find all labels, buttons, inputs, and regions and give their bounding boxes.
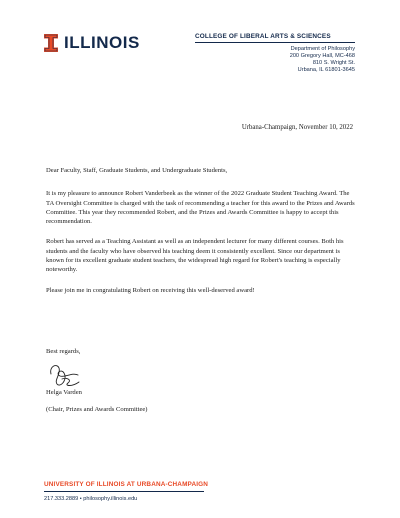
letter-body [46, 166, 356, 306]
body-paragraph: Please join me in congratulating Robert on receiving this well-deserved award! [46, 286, 255, 294]
address-line: 810 S. Wright St. [312, 59, 355, 66]
handwritten-signature-icon [48, 360, 82, 390]
illinois-logo [44, 34, 140, 52]
closing: Best regards, [46, 348, 81, 355]
signer-title: (Chair, Prizes and Awards Committee) [46, 406, 148, 413]
address-line: Urbana, IL 61801-3645 [297, 66, 355, 73]
footer-university: UNIVERSITY OF ILLINOIS AT URBANA-CHAMPAIGN [44, 481, 209, 488]
footer-divider [44, 491, 204, 492]
college-name: COLLEGE OF LIBERAL ARTS & SCIENCES [195, 33, 331, 40]
logo-wordmark: ILLINOIS [64, 33, 140, 52]
letter-footer [44, 481, 208, 502]
body-paragraph: Robert has served as a Teaching Assistant as well as an independent lecturer for many different courses. Both his students and the faculty who have observed his teaching deem it consistently excellent. Since our department is known for its excellent graduate student teachers, the widespread high regard for Robert's teaching is especially noteworthy. [46, 238, 344, 274]
college-divider [195, 42, 355, 43]
letter-date: Urbana-Champaign, November 10, 2022 [241, 124, 353, 131]
address-line: 200 Gregory Hall, MC-468 [289, 52, 355, 59]
body-paragraph: It is my pleasure to announce Robert Vanderbeek as the winner of the 2022 Graduate Student Teaching Award. The TA Oversight Committee is charged with the task of recommending a teacher for this award to the Prizes and Awards Committee. This year they recommended Robert, and the Prizes and Awards Committee is happy to accept this recommendation. [46, 190, 355, 226]
department-address [195, 46, 355, 74]
signer-name: Helga Varden [46, 389, 82, 396]
block-i-logo-icon [44, 34, 58, 52]
letterhead-address-block [195, 33, 355, 74]
address-line: Department of Philosophy [290, 45, 355, 52]
footer-contact: 217.333.2889 • philosophy.illinois.edu [44, 495, 138, 502]
salutation: Dear Faculty, Staff, Graduate Students, and Undergraduate Students, [46, 167, 228, 174]
